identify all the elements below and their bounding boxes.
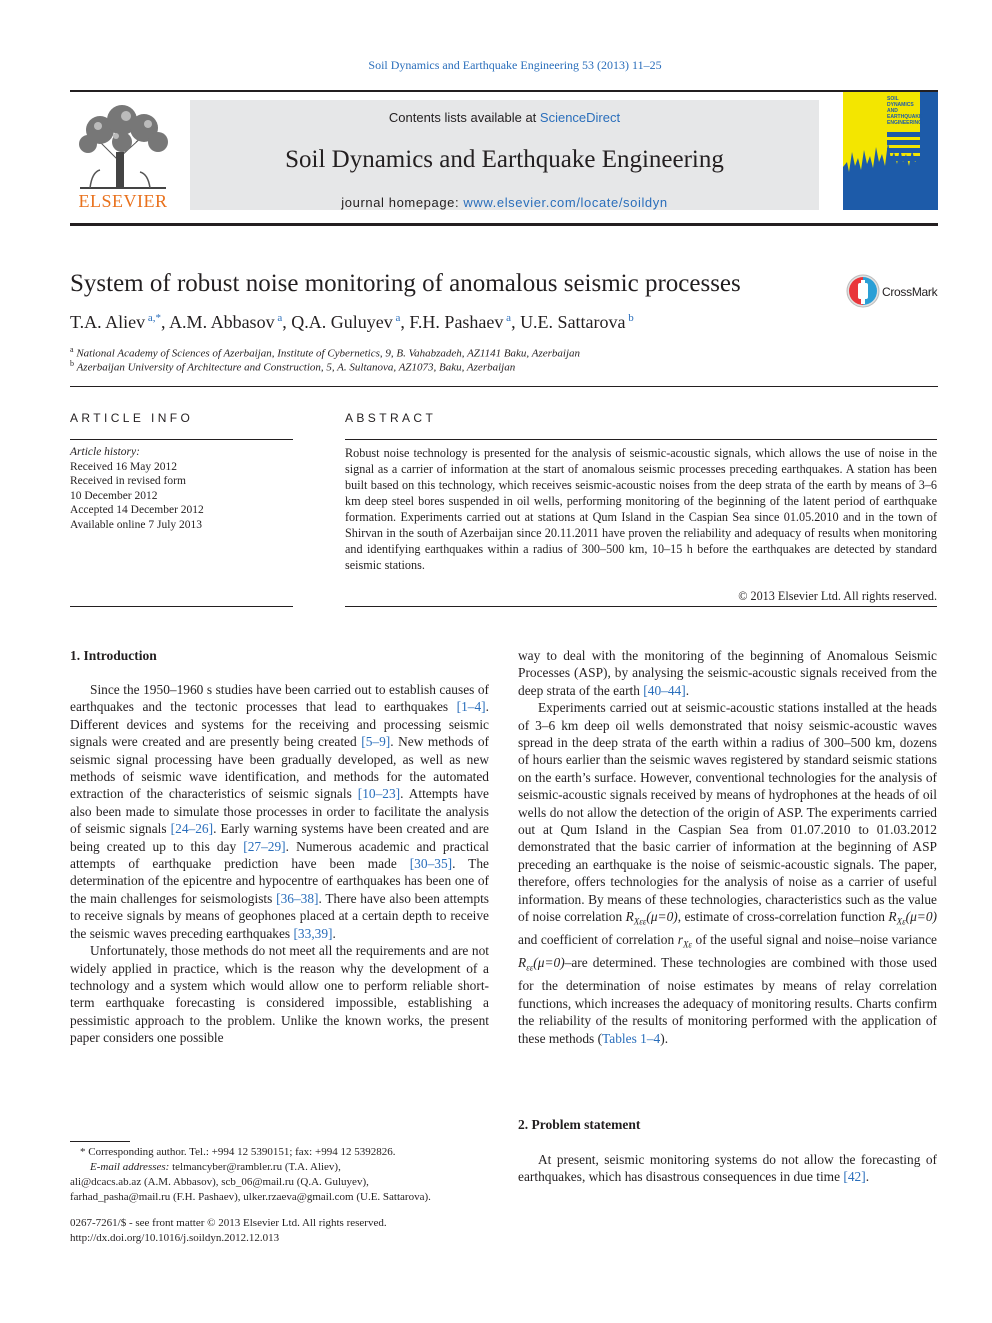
article-history (70, 445, 204, 532)
cover-title-line: EARTHQUAKE (887, 114, 923, 120)
citation-link[interactable]: Tables 1–4 (602, 1030, 661, 1046)
author-name: Q.A. Guluyev (291, 312, 393, 332)
citation-link[interactable]: [36–38] (276, 890, 319, 906)
citation-link[interactable]: [27–29] (243, 838, 286, 854)
citation-link[interactable]: [24–26] (170, 821, 214, 837)
citation-link[interactable]: [5–9] (361, 734, 391, 750)
text-run: . Attempts have also been made to simulate those processes in order to facilitate the analysis of seismic signals (70, 786, 490, 837)
intro-paragraph-2: Unfortunately, those methods do not meet all the requirements and are not widely applied in practice, which is the reason why the development of a technology and a system which would allow one to perform reliable short-term earthquake forecasting is considered impossible, establishing a pessimistic approach to the problem. Unlike the known works, the present paper considers one possible (70, 943, 489, 1046)
intro-paragraph-1 (70, 681, 489, 942)
contents-prefix: Contents lists available at (388, 110, 540, 125)
history-item: Available online 7 July 2013 (70, 518, 203, 531)
math-subscript: Xεε (633, 916, 647, 927)
math-symbol: (μ=0) (905, 909, 937, 925)
email-line-3[interactable]: farhad_pasha@mail.ru (F.H. Pashaev), ulker.rzaeva@gmail.com (U.E. Sattarova). (70, 1191, 431, 1203)
text-run: . (865, 1169, 870, 1185)
cover-title-line: AND (887, 108, 898, 114)
cover-blocks (887, 132, 921, 164)
abstract-copyright: © 2013 Elsevier Ltd. All rights reserved. (738, 589, 937, 603)
text-run: . Early warning systems have been created and are being created up to this day (70, 821, 489, 854)
journal-reference[interactable]: Soil Dynamics and Earthquake Engineering 53 (2013) 11–25 (368, 58, 662, 72)
history-item: 10 December 2012 (70, 489, 158, 502)
masthead-bottom-rule (70, 223, 938, 226)
author-affiliation-sup[interactable]: a (503, 312, 512, 324)
history-heading: Article history: (70, 446, 140, 458)
text-run: . New methods of seismic signal processing have been gradually developed, as well as new methods of seismic wave identification, and methods for the automated extraction of the characteristics of seismic signals (70, 734, 489, 802)
affiliation-text: Azerbaijan University of Architecture and Construction, 5, A. Sultanova, AZ1073, Baku, Azerbaijan (76, 361, 516, 374)
article-info-label: ARTICLE INFO (70, 411, 194, 425)
math-symbol: (μ=0) (646, 909, 678, 925)
left-column (70, 681, 489, 1047)
crossmark-icon (846, 274, 880, 308)
crossmark-label: CrossMark (882, 285, 938, 299)
math-symbol: R (888, 909, 897, 925)
doi-link[interactable]: http://dx.doi.org/10.1016/j.soildyn.2012.12.013 (70, 1232, 280, 1244)
text-run: –are determined. These technologies are combined with those used for the determination of noise estimates by means of relay correlation functions, which increases the adequacy of monitoring results. Charts confirm the reliability of the results of monitoring performed with the application of these methods ( (518, 955, 937, 1046)
cover-title-line: SOIL (887, 96, 899, 102)
citation-link[interactable]: [42] (843, 1169, 866, 1185)
journal-name: Soil Dynamics and Earthquake Engineering (285, 146, 724, 173)
article-info-bottom-rule (70, 606, 293, 607)
author-affiliation-sup[interactable]: a,* (145, 312, 162, 324)
homepage-prefix: journal homepage: (341, 195, 464, 210)
history-item: Received 16 May 2012 (70, 460, 177, 473)
journal-banner (190, 100, 819, 210)
text-run: of the useful signal and noise–noise variance (691, 932, 937, 948)
affiliation-b (70, 359, 515, 374)
email-addresses[interactable]: telmancyber@rambler.ru (T.A. Aliev), (169, 1161, 341, 1173)
masthead (70, 90, 938, 226)
abstract-bottom-rule (345, 606, 937, 607)
problem-statement-column (518, 1151, 937, 1186)
affiliation-sup: b (70, 359, 74, 368)
text-run: Experiments carried out at seismic-acoustic stations installed at the heads of 3–6 km deep oil wells demonstrated that noisy seismic-acoustic waves spread in the deep strata of the earth within a radius of 300–500 km, dozens of hours earlier than the seismic waves registered by standard seismic stations on the earth’s surface. However, conventional technologies for the analysis of seismic-acoustic signals received by means of hydrophones at the heads of oil wells do not allow the detection of the origin of ASP. The experiments carried out at Qum Island in the Caspian Sea from 01.07.2010 to 01.03.2012 demonstrated that the basic carrier of information at the beginning of ASP preceding an earthquake is the noise of seismic-acoustic signals. The paper, therefore, offers technologies for the analysis of noise as a carrier of useful information. By means of these technologies, characteristics such as the value of noise correlation (518, 700, 937, 925)
abstract-rule (345, 439, 937, 440)
affiliation-a (70, 345, 580, 360)
introduction-heading: 1. Introduction (70, 648, 157, 663)
history-item: Accepted 14 December 2012 (70, 504, 204, 516)
elsevier-logo (70, 102, 176, 212)
corresponding-author: * Corresponding author. Tel.: +994 12 5390151; fax: +994 12 5392826. (80, 1146, 396, 1158)
math-subscript: Xε (682, 939, 692, 950)
math-subscript: εε (526, 962, 534, 973)
article-info-rule (70, 439, 293, 440)
affiliation-text: National Academy of Sciences of Azerbaijan, Institute of Cybernetics, 9, B. Vahabzadeh, AZ1141 Baku, Azerbaijan (76, 347, 581, 360)
publisher-name: ELSEVIER (78, 191, 168, 211)
math-symbol: (μ=0) (533, 955, 565, 971)
text-run: and coefficient of correlation (518, 932, 678, 948)
author-name: T.A. Aliev (70, 312, 146, 332)
author-affiliation-sup[interactable]: a (274, 312, 283, 324)
text-run: . (332, 925, 336, 941)
problem-statement-heading: 2. Problem statement (518, 1117, 641, 1132)
text-run: . Different devices and systems for the receiving and processing seismic signals were created and are presently being created (70, 699, 489, 750)
right-paragraph-1 (518, 647, 937, 699)
email-line-1 (70, 1160, 490, 1175)
contents-line (190, 110, 819, 125)
text-run: At present, seismic monitoring systems do not allow the forecasting of earthquakes, which has disastrous consequences in due time (518, 1152, 937, 1185)
footnote-rule (70, 1141, 130, 1142)
email-label: E-mail addresses: (90, 1161, 170, 1173)
homepage-line (190, 195, 819, 210)
math-subscript: Xε (896, 916, 906, 927)
author-list: T.A. Aliev $^{a,*}$, A.M. Abbasov $^a$, Q.A. Guluyev $^a$, F.H. Pashaev $^a$, U.E. Sattarova $^b$ (70, 312, 634, 332)
author-affiliation-sup[interactable]: b (625, 312, 634, 324)
citation-link[interactable]: [40–44] (643, 682, 686, 698)
cover-title-line: DYNAMICS (887, 102, 914, 108)
header-divider (70, 386, 938, 387)
history-item: Received in revised form (70, 475, 186, 487)
article-title: System of robust noise monitoring of anomalous seismic processes (70, 270, 741, 297)
cover-blue-bar (920, 92, 938, 210)
text-run: . Numerous academic and practical attempts of earthquake prediction have been made (70, 838, 489, 872)
sciencedirect-link[interactable]: ScienceDirect (539, 110, 621, 125)
cover-title-line: ENGINEERING (887, 120, 923, 126)
text-run: , estimate of cross-correlation function (677, 909, 889, 925)
math-symbol: R (625, 909, 634, 925)
author-name: F.H. Pashaev (409, 312, 504, 332)
problem-paragraph-1 (518, 1151, 937, 1186)
author-affiliation-sup[interactable]: a (392, 312, 401, 324)
homepage-link[interactable]: www.elsevier.com/locate/soildyn (463, 195, 668, 210)
text-run: Since the 1950–1960 s studies have been carried out to establish causes of earthquakes and the tectonic processes that lead to earthquakes (70, 682, 489, 715)
citation-link[interactable]: [30–35] (409, 856, 453, 872)
masthead-top-rule (70, 90, 938, 92)
citation-link[interactable]: [33,39] (293, 925, 333, 941)
right-column (518, 647, 937, 1047)
cover-title (887, 96, 922, 126)
footnotes (70, 1145, 490, 1205)
abstract-label: ABSTRACT (345, 411, 437, 425)
math-symbol: R (518, 955, 527, 971)
crossmark-badge[interactable] (846, 274, 946, 310)
right-paragraph-2 (518, 699, 937, 1047)
article-identifiers (70, 1216, 387, 1246)
journal-cover[interactable] (843, 92, 938, 210)
email-line-2[interactable]: ali@dcacs.ab.az (A.M. Abbasov), scb_06@mail.ru (Q.A. Guluyev), (70, 1176, 369, 1188)
text-run: . The determination of the epicentre and hypocentre of earthquakes has been one of the main challenges for seismologists (70, 856, 489, 906)
text-run: . There have also been attempts to receive signals by means of geophones placed at a certain depth to receive the seismic waves preceding earthquakes (70, 890, 490, 941)
citation-link[interactable]: [10–23] (357, 786, 401, 802)
issn-line: 0267-7261/$ - see front matter © 2013 Elsevier Ltd. All rights reserved. (70, 1217, 387, 1229)
text-run: way to deal with the monitoring of the beginning of Anomalous Seismic Processes (ASP), by analysing the seismic-acoustic signals received from the deep strata of the earth (518, 648, 937, 698)
abstract-text: Robust noise technology is presented for the analysis of seismic-acoustic signals, which allows the use of noise in the signal as a carrier of information at the start of anomalous seismic processes preceding earthquakes. A station has been built based on this technology, which receives seismic-acoustic noises from the deep strata of the earth by means of 3–6 km deep steel bores suspended in oil wells, performing monitoring of the beginning of the latent period of earthquake formation. Experiments carried out at stations at Qum Island in the Caspian Sea since 01.05.2010 and in the town of Shirvan in the south of Azerbaijan since 20.11.2011 have proven the reliability and adequacy of results when monitoring and identifying earthquakes within a radius of 300–500 km, 10–15 h before the earthquakes are detected by standard seismic stations. (345, 446, 937, 572)
text-run: . (685, 682, 690, 698)
elsevier-tree-icon (70, 102, 176, 190)
math-symbol: r (677, 932, 683, 948)
text-run: ). (660, 1030, 669, 1046)
affiliation-sup: a (70, 345, 74, 354)
citation-link[interactable]: [1–4] (456, 699, 486, 715)
author-name: U.E. Sattarova (520, 312, 626, 332)
author-name: A.M. Abbasov (169, 312, 275, 332)
